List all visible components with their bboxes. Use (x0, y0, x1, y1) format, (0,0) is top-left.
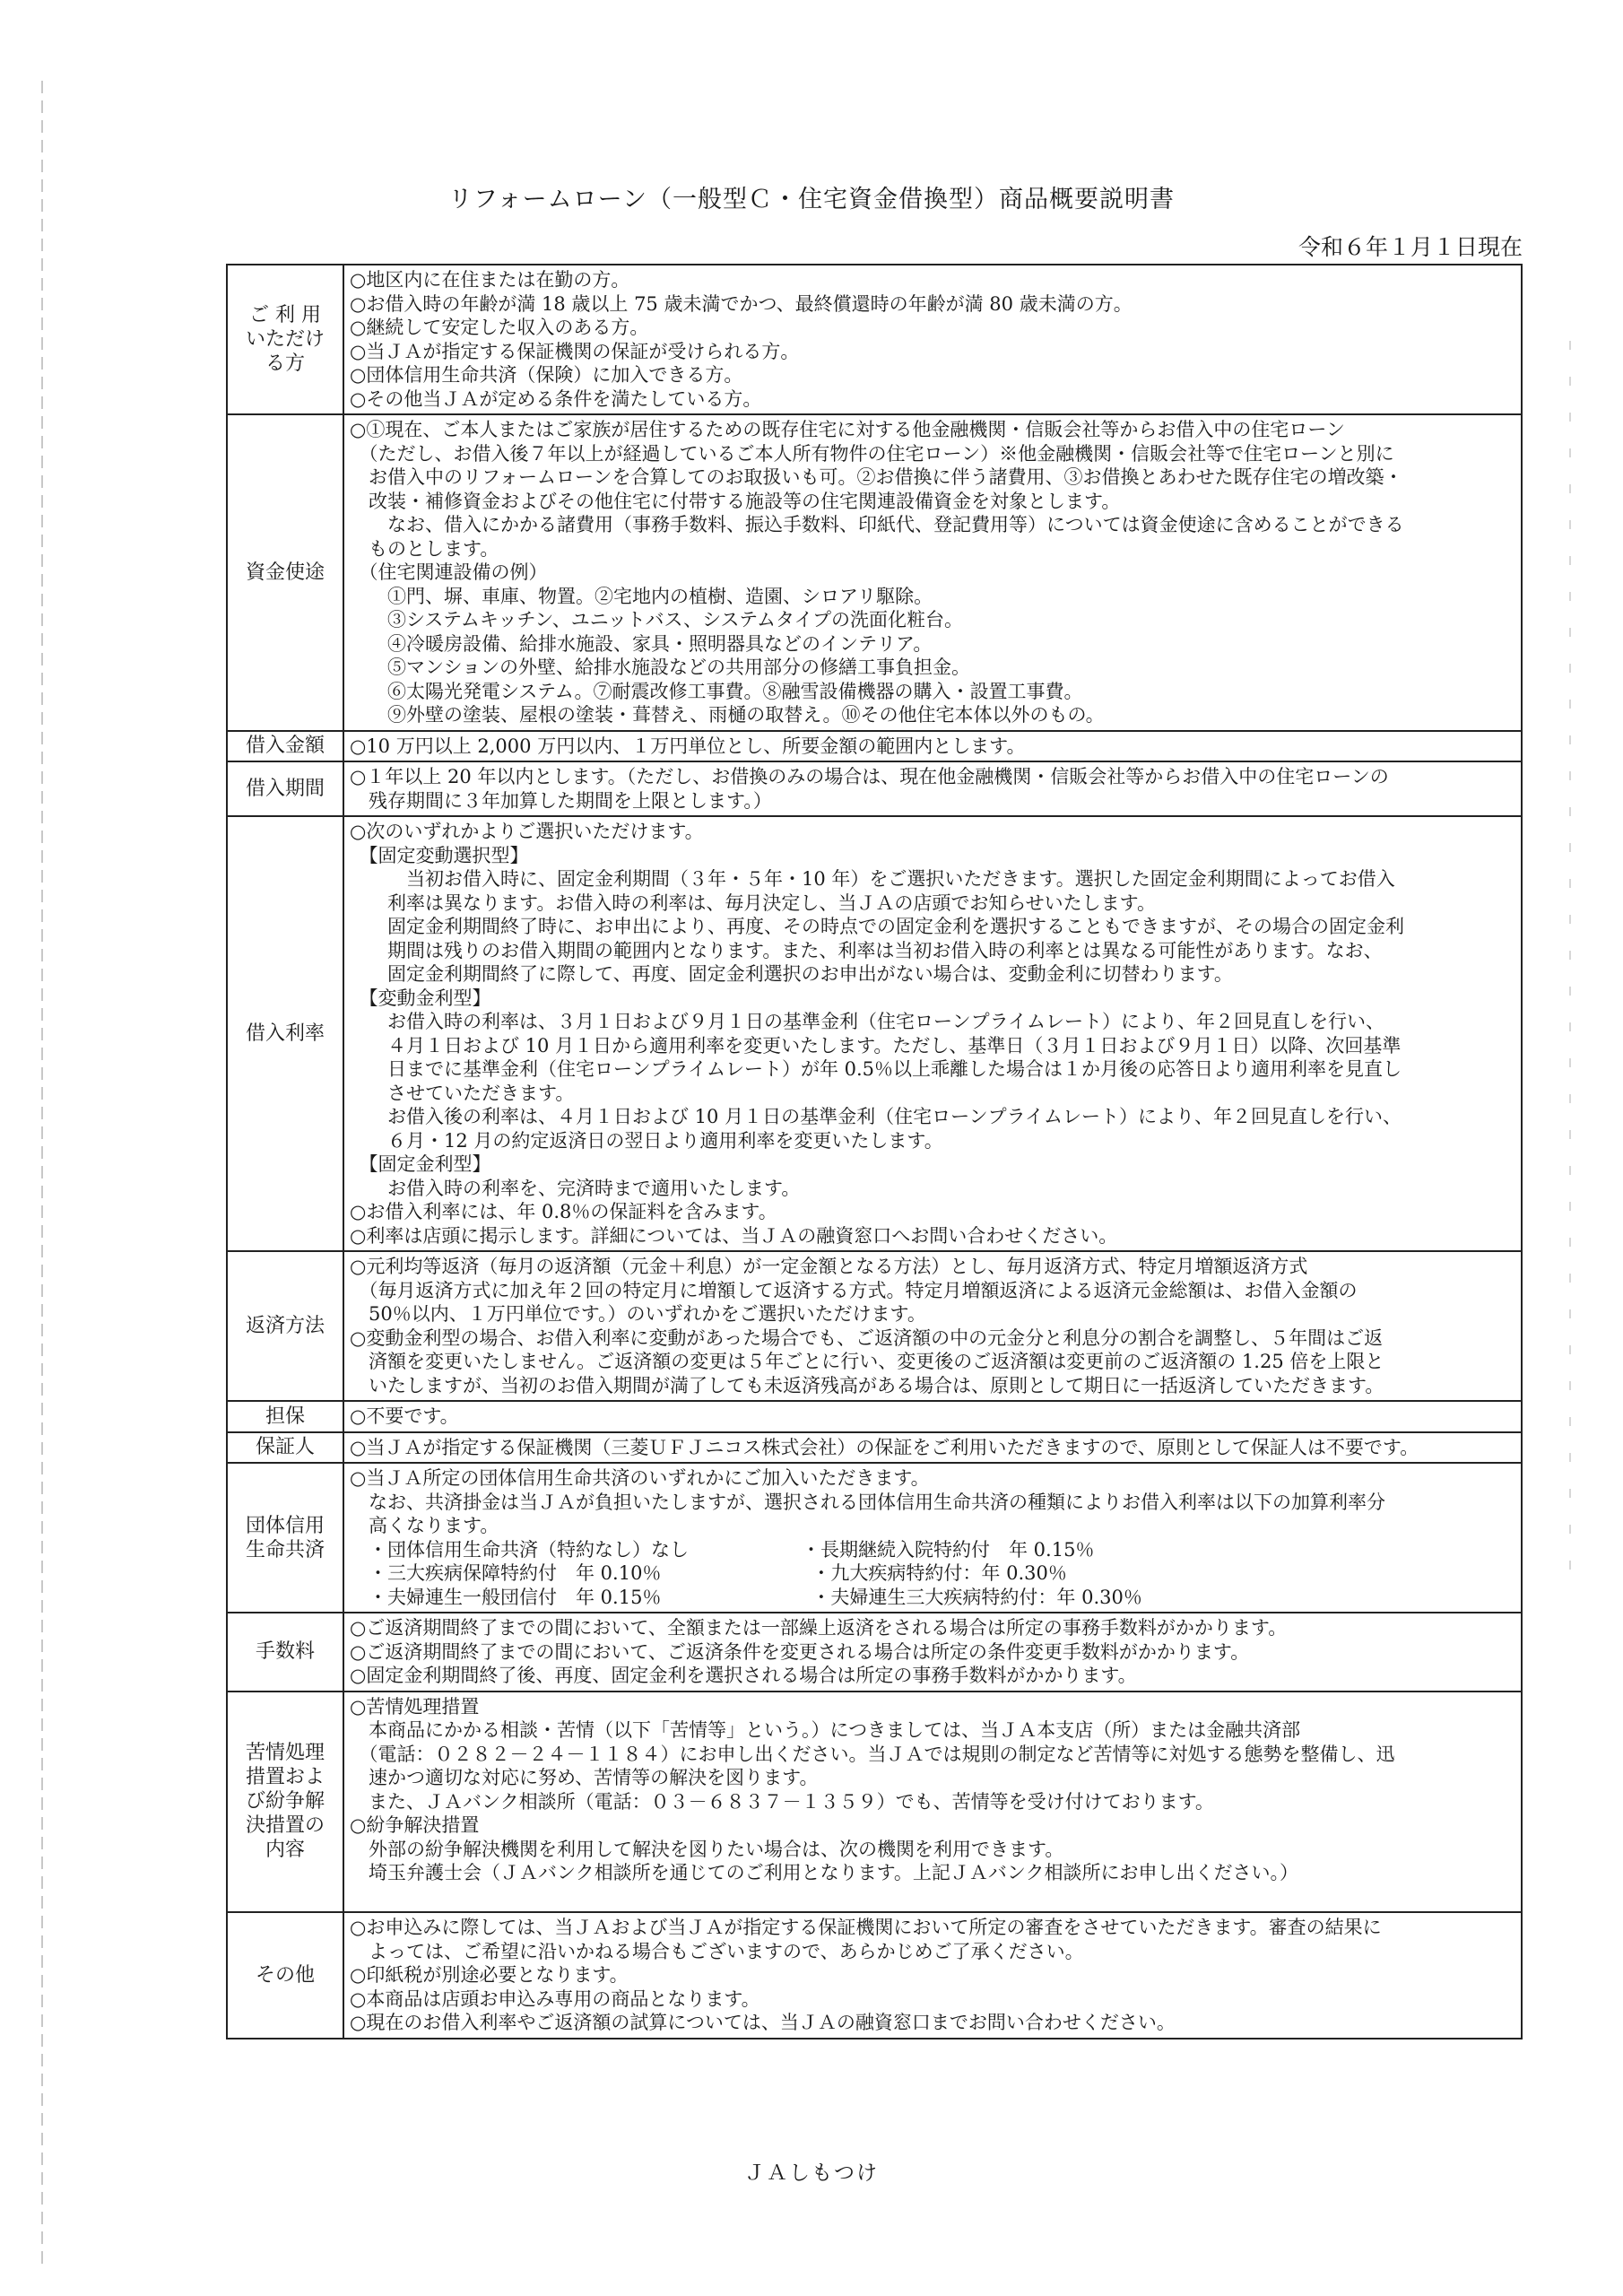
section-row (227, 265, 1522, 414)
section-content (343, 731, 1522, 762)
section-heading (227, 1692, 343, 1913)
section-content (343, 1432, 1522, 1464)
section-row (227, 1251, 1522, 1401)
content-line: お借入後の利率は、４月１日および 10 月１日の基準金利（住宅ローンプライムレート）により、年２回見直しを行い、 (350, 1106, 1402, 1127)
content-line: ○ご返済期間終了までの間において、ご返済条件を変更される場合は所定の条件変更手数料がかかります。 (350, 1640, 1250, 1663)
content-line: 高くなります。 (350, 1515, 499, 1536)
content-line (350, 1885, 1515, 1909)
content-line: ○次のいずれかよりご選択いただけます。 (350, 821, 704, 842)
section-heading (227, 414, 343, 731)
section-row (227, 1613, 1522, 1692)
content-line: ○当ＪＡが指定する保証機関（三菱ＵＦＪニコス株式会社）の保証をご利用いただきますので、原則として保証人は不要です。 (350, 1436, 1419, 1458)
section-heading-text: 借入利率 (245, 1022, 325, 1045)
content-line: ４月１日および 10 月１日から適用利率を変更いたします。ただし、基準日（３月１日および９月１日）以降、次回基準 (350, 1034, 1402, 1057)
content-line: （住宅関連設備の例） (350, 561, 548, 583)
content-line: 改装・補修資金およびその他住宅に付帯する施設等の住宅関連設備資金を対象とします。 (350, 490, 1121, 512)
content-line: お借入中のリフォームローンを合算してのお取扱いも可。②お借換に伴う諸費用、③お借換とあわせた既存住宅の増改築・ (350, 466, 1403, 488)
content-line: 【固定変動選択型】 (350, 844, 529, 866)
content-line: また、ＪＡバンク相談所（電話：０３－６８３７－１３５９）でも、苦情等を受け付けております。 (350, 1790, 1214, 1813)
content-line: 【変動金利型】 (350, 987, 491, 1009)
content-line: ・団体信用生命共済（特約なし）なし ・長期継続入院特約付 年 0.15％ (350, 1538, 1095, 1561)
content-line: 当初お借入時に、固定金利期間（３年・５年・10 年）をご選択いただきます。選択した固定金利期間によってお借入 (350, 868, 1395, 890)
content-line: なお、共済掛金は当ＪＡが負担いたしますが、選択される団体信用生命共済の種類によりお借入利率は以下の加算利率分 (350, 1491, 1385, 1513)
content-line: ⑥太陽光発電システム。⑦耐震改修工事費。⑧融雪設備機器の購入・設置工事費。 (350, 680, 1083, 702)
section-content (343, 1401, 1522, 1432)
content-line: ○その他当ＪＡが定める条件を満たしている方。 (350, 387, 762, 410)
scan-edge-mark (41, 81, 43, 2269)
section-heading-text: 団体信用 生命共済 (245, 1514, 325, 1561)
section-heading (227, 265, 343, 414)
content-line: ○印紙税が別途必要となります。 (350, 1964, 629, 1986)
section-heading (227, 1251, 343, 1401)
content-line: ○不要です。 (350, 1405, 459, 1427)
section-heading-text: 担保 (265, 1405, 305, 1428)
content-line: ○紛争解決措置 (350, 1814, 480, 1836)
content-line: ものとします。 (350, 537, 499, 560)
content-line: 済額を変更いたしません。ご返済額の変更は５年ごとに行い、変更後のご返済額は変更前のご返済額の 1.25 倍を上限と (350, 1351, 1384, 1372)
content-line: ○10 万円以上 2,000 万円以内、１万円単位とし、所要金額の範囲内とします。 (350, 735, 1026, 757)
content-line: ○固定金利期間終了後、再度、固定金利を選択される場合は所定の事務手数料がかかります。 (350, 1665, 1137, 1686)
content-line: お借入時の利率を、完済時まで適用いたします。 (350, 1177, 801, 1199)
content-line: ○１年以上 20 年以内とします。（ただし、お借換のみの場合は、現在他金融機関・信販会社等からお借入中の住宅ローンの (350, 766, 1389, 787)
content-line: （電話：０２８２－２４－１１８４）にお申し出ください。当ＪＡでは規則の制定など苦情等に対処する態勢を整備し、迅 (350, 1743, 1395, 1765)
content-line: ○継続して安定した収入のある方。 (350, 317, 649, 338)
scan-edge-mark-right (1569, 341, 1571, 1596)
section-heading-text: 資金使途 (245, 561, 325, 584)
section-heading (227, 1613, 343, 1692)
section-content (343, 1463, 1522, 1613)
content-line: なお、借入にかかる諸費用（事務手数料、振込手数料、印紙代、登記費用等）については資金使途に含めることができる (350, 514, 1404, 535)
section-row (227, 1463, 1522, 1613)
content-line: ○お申込みに際しては、当ＪＡおよび当ＪＡが指定する保証機関において所定の審査をさせていただきます。審査の結果に (350, 1917, 1382, 1938)
section-heading-text: その他 (255, 1963, 315, 1987)
content-line: （ただし、お借入後７年以上が経過しているご本人所有物件の住宅ローン）※他金融機関・信販会社等で住宅ローンと別に (350, 442, 1394, 465)
content-line: 固定金利期間終了時に、お申出により、再度、その時点での固定金利を選択することもできますが、その場合の固定金利 (350, 916, 1404, 937)
content-line: ①門、塀、車庫、物置。②宅地内の植樹、造園、シロアリ駆除。 (350, 585, 933, 607)
section-row (227, 1912, 1522, 2039)
section-row (227, 731, 1522, 762)
section-heading (227, 1432, 343, 1464)
content-line: ○お借入時の年齢が満 18 歳以上 75 歳未満でかつ、最終償還時の年齢が満 80 歳未満の方。 (350, 292, 1133, 315)
section-row (227, 816, 1522, 1251)
section-heading (227, 1463, 343, 1613)
content-line: ⑨外壁の塗装、屋根の塗装・葺替え、雨樋の取替え。⑩その他住宅本体以外のもの。 (350, 704, 1105, 726)
content-line: ○元利均等返済（毎月の返済額（元金＋利息）が一定金額となる方法）とし、毎月返済方式、特定月増額返済方式 (350, 1256, 1308, 1277)
content-line: ○苦情処理措置 (350, 1695, 480, 1718)
section-content (343, 761, 1522, 816)
content-line: ○利率は店頭に掲示します。詳細については、当ＪＡの融資窓口へお問い合わせください。 (350, 1224, 1118, 1247)
content-line: ○変動金利型の場合、お借入利率に変動があった場合でも、ご返済額の中の元金分と利息分の割合を調整し、５年間はご返 (350, 1326, 1384, 1349)
section-heading-text: 返済方法 (245, 1315, 325, 1337)
content-line: ・夫婦連生一般団信付 年 0.15％ ・夫婦連生三大疾病特約付：年 0.30％ (350, 1586, 1142, 1608)
section-heading-text: 保証人 (255, 1436, 315, 1459)
section-heading-text: 苦情処理 措置およ び紛争解 決措置の 内容 (245, 1742, 325, 1862)
content-line: 外部の紛争解決機関を利用して解決を図りたい場合は、次の機関を利用できます。 (350, 1838, 1064, 1860)
section-heading (227, 731, 343, 762)
content-line: ○①現在、ご本人またはご家族が居住するための既存住宅に対する他金融機関・信販会社等からお借入中の住宅ローン (350, 419, 1345, 440)
content-line: よっては、ご希望に沿いかねる場合もございますので、あらかじめご了承ください。 (350, 1940, 1084, 1962)
document-date: 令和６年１月１日現在 (1298, 234, 1523, 260)
section-content (343, 1692, 1522, 1913)
section-content (343, 1613, 1522, 1692)
content-line: ６月・12 月の約定返済日の翌日より適用利率を変更いたします。 (350, 1129, 943, 1152)
section-content (343, 414, 1522, 731)
content-line: ○ご返済期間終了までの間において、全額または一部繰上返済をされる場合は所定の事務手数料がかかります。 (350, 1617, 1288, 1639)
content-line: 50％以内、１万円単位です。）のいずれかをご選択いただけます。 (350, 1303, 926, 1325)
section-heading-text: 手数料 (255, 1640, 315, 1664)
content-line: ○団体信用生命共済（保険）に加入できる方。 (350, 364, 743, 386)
content-line: ③システムキッチン、ユニットバス、システムタイプの洗面化粧台。 (350, 609, 963, 631)
content-line: ○お借入利率には、年 0.8％の保証料を含みます。 (350, 1201, 777, 1222)
content-line: いたしますが、当初のお借入期間が満了しても未返済残高がある場合は、原則として期日に一括返済していただきます。 (350, 1374, 1384, 1396)
content-line: お借入時の利率は、３月１日および９月１日の基準金利（住宅ローンプライムレート）により、年２回見直しを行い、 (350, 1011, 1384, 1032)
section-row (227, 1432, 1522, 1464)
content-line: 【固定金利型】 (350, 1153, 491, 1175)
content-line: （毎月返済方式に加え年２回の特定月に増額して返済する方式。特定月増額返済による返済元金総額は、お借入金額の (350, 1279, 1358, 1301)
content-line: させていただきます。 (350, 1082, 575, 1104)
section-content (343, 1251, 1522, 1401)
content-line: 日までに基準金利（住宅ローンプライムレート）が年 0.5％以上乖離した場合は１か月後の応答日より適用利率を見直し (350, 1058, 1402, 1080)
issuer-name: ＪＡしもつけ (744, 2161, 879, 2185)
content-line: ○現在のお借入利率やご返済額の試算については、当ＪＡの融資窓口までお問い合わせください。 (350, 2012, 1176, 2033)
section-heading (227, 1401, 343, 1432)
section-row (227, 1401, 1522, 1432)
content-line: ○本商品は店頭お申込み専用の商品となります。 (350, 1987, 760, 2010)
content-line: 残存期間に３年加算した期間を上限とします。） (350, 789, 772, 812)
content-line: ・三大疾病保障特約付 年 0.10％ ・九大疾病特約付：年 0.30％ (350, 1562, 1067, 1584)
section-content (343, 816, 1522, 1251)
content-line: ⑤マンションの外壁、給排水施設などの共用部分の修繕工事負担金。 (350, 657, 971, 678)
section-row (227, 1692, 1522, 1913)
section-heading-text: ご 利 用 いただけ る方 (245, 304, 325, 375)
content-line: 利率は異なります。お借入時の利率は、毎月決定し、当ＪＡの店頭でお知らせいたします。 (350, 891, 1157, 914)
section-heading-text: 借入金額 (245, 735, 325, 758)
content-line: 期間は残りのお借入期間の範囲内となります。また、利率は当初お借入時の利率とは異なる可能性があります。なお、 (350, 939, 1383, 961)
content-line: ○当ＪＡが指定する保証機関の保証が受けられる方。 (350, 340, 800, 362)
section-row (227, 414, 1522, 731)
content-line: 本商品にかかる相談・苦情（以下「苦情等」という。）につきましては、当ＪＡ本支店（所）または金融共済部 (350, 1719, 1301, 1741)
section-row (227, 761, 1522, 816)
content-line: 固定金利期間終了に際して、再度、固定金利選択のお申出がない場合は、変動金利に切替わります。 (350, 963, 1233, 985)
section-content (343, 1912, 1522, 2039)
section-heading (227, 761, 343, 816)
content-line: 埼玉弁護士会（ＪＡバンク相談所を通じてのご利用となります。上記ＪＡバンク相談所にお申し出ください。） (350, 1862, 1298, 1883)
section-heading (227, 1912, 343, 2039)
content-line: ○地区内に在住または在勤の方。 (350, 269, 630, 291)
product-summary-table (226, 264, 1523, 2039)
section-heading (227, 816, 343, 1251)
content-line: ④冷暖房設備、給排水施設、家具・照明器具などのインテリア。 (350, 632, 933, 655)
document-title: リフォームローン（一般型Ｃ・住宅資金借換型）商品概要説明書 (447, 186, 1176, 213)
section-heading-text: 借入期間 (245, 778, 325, 800)
content-line: 速かつ適切な対応に努め、苦情等の解決を図ります。 (350, 1767, 819, 1788)
content-line: ○当ＪＡ所定の団体信用生命共済のいずれかにご加入いただきます。 (350, 1467, 930, 1489)
section-content (343, 265, 1522, 414)
